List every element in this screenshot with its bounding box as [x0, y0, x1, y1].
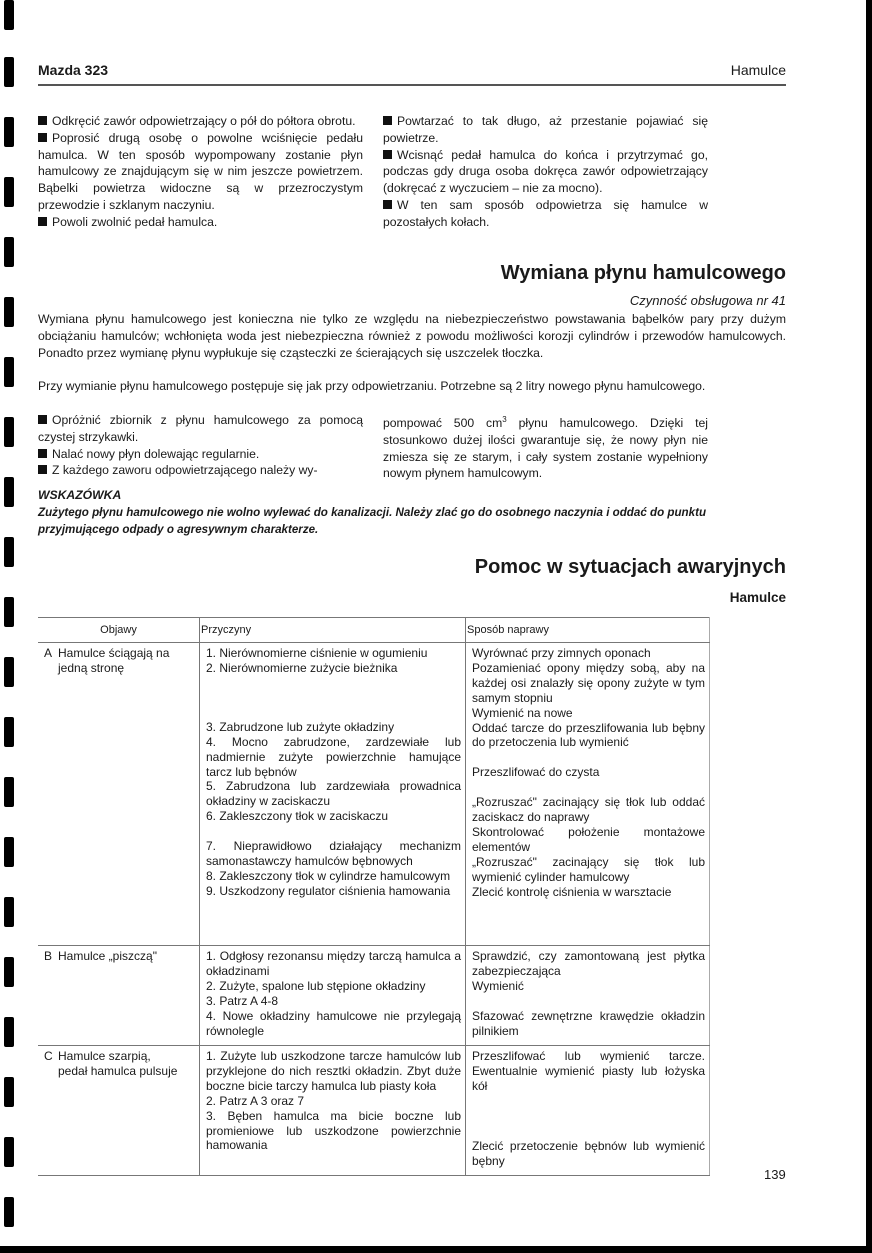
bleeding-right-column — [383, 113, 708, 231]
list-item: Poprosić drugą osobę o powolne wciśnięcie pedału hamulca. W ten sposób wypompowany zostanie płyn hamulcowy ze znajdującym się w nim jeszcze powietrzem. Bąbelki powietrza widoczne są w przezroczystym przewodzie i szklanym naczyniu. — [38, 130, 363, 212]
remedies-cell: Przeszlifować lub wymienić tarcze. Ewentualnie wymienić piasty lub łożyska kół Zlecić przetoczenie bębnów lub wymienić bębny — [466, 1046, 710, 1176]
troubleshooting-table — [38, 617, 710, 1176]
list-item: Powoli zwolnić pedał hamulca. — [38, 214, 363, 231]
remedies-cell: Wyrównać przy zimnych oponach Pozamieniać opony między sobą, aby na każdej osi znalazły się opony zużyte w tym samym stopniu Wymienić na nowe Oddać tarcze do przeszlifowania lub bębny do przetoczenia lub wymienić Przeszlifować do czysta „Rozruszać" zacinający się tłok lub oddać zaciskacz do naprawy Skontrolować położenie montażowe elementów „Rozruszać" zacinający się tłok lub wymienić cylinder hamulcowy Zlecić kontrolę ciśnienia w warsztacie — [466, 643, 710, 946]
binder-hole — [4, 0, 14, 30]
binder-hole — [4, 777, 14, 807]
symptom-cell: B Hamulce „piszczą" — [38, 946, 200, 1046]
running-header — [38, 60, 786, 86]
binder-hole — [4, 1137, 14, 1167]
binder-hole — [4, 1077, 14, 1107]
square-bullet-icon — [383, 116, 392, 125]
book-title: Mazda 323 — [38, 62, 109, 78]
binder-hole — [4, 1197, 14, 1227]
binder-hole — [4, 597, 14, 627]
list-item: Powtarzać to tak długo, aż przestanie pojawiać się powietrze. — [383, 114, 708, 145]
troubleshooting-title: Pomoc w sytuacjach awaryjnych — [474, 556, 786, 578]
list-item: Nalać nowy płyn dolewając regularnie. — [38, 446, 363, 463]
square-bullet-icon — [38, 465, 47, 474]
symptom-cell: A Hamulce ściągają na jedną stronę — [38, 643, 200, 946]
list-item: Z każdego zaworu odpowietrzającego należy wy- — [38, 462, 363, 479]
binder-hole — [4, 177, 14, 207]
table-row — [38, 1046, 710, 1176]
binder-hole — [4, 717, 14, 747]
binder-hole — [4, 297, 14, 327]
column-header-symptoms: Objawy — [38, 618, 200, 643]
list-item: Opróżnić zbiornik z płynu hamulcowego za pomocą czystej strzykawki. — [38, 413, 363, 444]
causes-cell: 1. Nierównomierne ciśnienie w ogumieniu 2. Nierównomierne zużycie bieżnika 3. Zabrudzone lub zużyte okładziny 4. Mocno zabrudzone, zardzewiałe lub nadmiernie zużyte powierzchnie hamujące tarcz lub bębnów 5. Zabrudzona lub zardzewiała prowadnica okładziny w zaciskaczu 6. Zakleszczony tłok w zaciskaczu 7. Nieprawidłowo działający mechanizm samonastawczy hamulców bębnowych 8. Zakleszczony tłok w cylindrze hamulcowym 9. Uszkodzony regulator ciśnienia hamowania — [200, 643, 466, 946]
list-item: Wcisnąć pedał hamulca do końca i przytrzymać go, podczas gdy druga osoba dokręca zawór odpowietrzający (dokręcać z wyczuciem – nie za mocno). — [383, 147, 708, 196]
fluid-right-column — [383, 412, 708, 482]
binder-hole — [4, 237, 14, 267]
binder-hole — [4, 57, 14, 87]
binder-hole — [4, 837, 14, 867]
remedies-cell: Sprawdzić, czy zamontowaną jest płytka zabezpieczająca Wymienić Sfazować zewnętrzne krawędzie okładzin pilnikiem — [466, 946, 710, 1046]
symptom-cell: C Hamulce szarpią, pedał hamulca pulsuje — [38, 1046, 200, 1176]
square-bullet-icon — [38, 415, 47, 424]
table-row — [38, 946, 710, 1046]
square-bullet-icon — [383, 200, 392, 209]
causes-cell: 1. Odgłosy rezonansu między tarczą hamulca a okładzinami 2. Zużyte, spalone lub stępione okładziny 3. Patrz A 4-8 4. Nowe okładziny hamulcowe nie przylegają równolegle — [200, 946, 466, 1046]
scan-edge-right — [866, 0, 872, 1253]
square-bullet-icon — [383, 150, 392, 159]
continued-text: pompować 500 $cm^3$ płynu hamulcowego. Dzięki tej stosunkowo dużej ilości gwarantuje się, że nowy płyn nie zmiesza się ze starym, i cały system zostanie wypełniony nowym płynem hamulcowym. — [383, 415, 708, 481]
binder-hole — [4, 117, 14, 147]
binder-hole — [4, 357, 14, 387]
table-header-row — [38, 618, 710, 643]
square-bullet-icon — [38, 116, 47, 125]
bleeding-left-column — [38, 113, 363, 231]
list-item: W ten sam sposób odpowietrza się hamulce w pozostałych kołach. — [383, 197, 708, 229]
column-header-remedies: Sposób naprawy — [466, 618, 710, 643]
scan-edge-bottom — [0, 1246, 872, 1253]
intro-paragraph-2: Przy wymianie płynu hamulcowego postępuje się jak przy odpowietrzaniu. Potrzebne są 2 litry nowego płynu hamulcowego. — [38, 379, 706, 393]
binder-hole — [4, 477, 14, 507]
section-subtitle: Czynność obsługowa nr 41 — [629, 293, 786, 308]
tip-text: Zużytego płynu hamulcowego nie wolno wylewać do kanalizacji. Należy zlać go do osobnego naczynia i oddać do punktu przyjmującego odpady o agresywnym charakterze. — [38, 506, 707, 536]
square-bullet-icon — [38, 133, 47, 142]
fluid-left-column — [38, 412, 363, 479]
troubleshooting-subtitle: Hamulce — [729, 590, 786, 605]
square-bullet-icon — [38, 449, 47, 458]
binder-hole — [4, 957, 14, 987]
intro-paragraph: Wymiana płynu hamulcowego jest konieczna nie tylko ze względu na niebezpieczeństwo powstawania bąbelków pary przy dużym obciążaniu hamulców; wchłonięta woda jest niebezpieczna również z powodu możliwości korozji cylindrów i przewodów hamulcowych. Ponadto przez wymianę płynu wypłukuje się cząsteczki ze ścierających się uszczelek tłoczka. — [38, 312, 786, 360]
list-item: Odkręcić zawór odpowietrzający o pół do półtora obrotu. — [38, 113, 363, 130]
square-bullet-icon — [38, 217, 47, 226]
column-header-causes: Przyczyny — [200, 618, 466, 643]
binder-hole — [4, 537, 14, 567]
binder-hole — [4, 1017, 14, 1047]
section-title: Wymiana płynu hamulcowego — [500, 262, 786, 284]
page-number: 139 — [764, 1167, 786, 1182]
table-row — [38, 643, 710, 946]
binder-hole — [4, 657, 14, 687]
chapter-title: Hamulce — [730, 62, 786, 78]
binder-hole — [4, 897, 14, 927]
binder-hole — [4, 417, 14, 447]
tip-title: WSKAZÓWKA — [38, 488, 122, 502]
causes-cell: 1. Zużyte lub uszkodzone tarcze hamulców lub przyklejone do nich resztki okładzin. Zbyt duże boczne bicie tarczy hamulca lub piasty koła 2. Patrz A 3 oraz 7 3. Bęben hamulca ma bicie boczne lub promieniowe lub uszkodzone powierzchnie hamowania — [200, 1046, 466, 1176]
